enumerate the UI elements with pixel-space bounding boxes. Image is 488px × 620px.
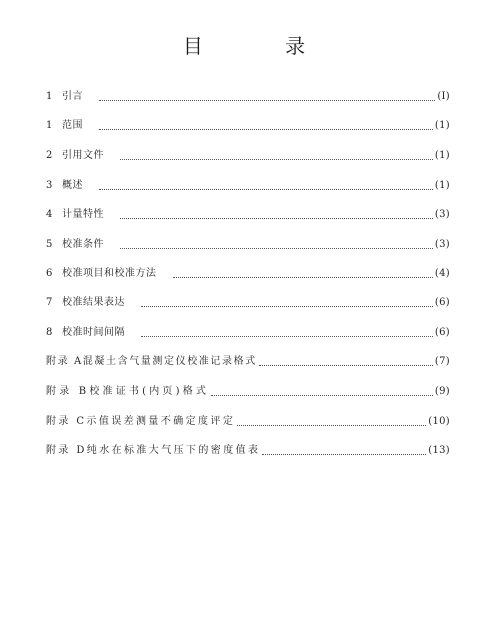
toc-entry[interactable] <box>46 325 450 341</box>
toc-entry-number: 6 <box>46 268 53 279</box>
toc-leader-dots <box>259 365 433 366</box>
toc-entry[interactable] <box>46 118 450 134</box>
toc-entry-title: 校准时间间隔 <box>62 327 125 338</box>
toc-entry-number: 3 <box>46 180 53 191</box>
toc-leader-dots <box>99 129 433 130</box>
page-title: 目 录 <box>182 34 344 58</box>
toc-entry[interactable] <box>46 148 450 164</box>
toc-appendix-page: (13) <box>428 445 450 456</box>
toc-entry-page: (3) <box>434 239 450 250</box>
toc-entry-title: 概述 <box>62 180 83 191</box>
toc-entry-number: 8 <box>46 327 53 338</box>
toc-entry-page: (6) <box>434 327 450 338</box>
toc-entry-page: (4) <box>434 268 450 279</box>
toc-entry-title: 引言 <box>62 91 83 102</box>
toc-appendix-entry[interactable] <box>46 443 450 459</box>
toc-appendix-entry[interactable] <box>46 414 450 430</box>
toc-appendix-page: (9) <box>434 386 450 397</box>
toc-entry-number: 1 <box>46 91 53 102</box>
toc-entry[interactable] <box>46 295 450 311</box>
toc-appendix-entry[interactable] <box>46 384 450 400</box>
toc-leader-dots <box>141 336 433 337</box>
toc-entry[interactable] <box>46 207 450 223</box>
toc-entry-title: 校准项目和校准方法 <box>62 268 157 279</box>
toc-entry-page: (I) <box>437 91 450 102</box>
toc-leader-dots <box>120 159 433 160</box>
toc-entry[interactable] <box>46 266 450 282</box>
toc-entry-number: 7 <box>46 297 53 308</box>
toc-leader-dots <box>141 306 433 307</box>
toc-entry-number: 2 <box>46 150 53 161</box>
toc-appendix-title: 附录 B校准证书(内页)格式 <box>46 386 210 397</box>
toc-entry-page: (6) <box>434 297 450 308</box>
toc-appendix-title: 附录 D纯水在标准大气压下的密度值表 <box>46 445 261 456</box>
toc-entry[interactable] <box>46 237 450 253</box>
toc-entry-title: 校准条件 <box>62 239 104 250</box>
toc-leader-dots <box>211 395 433 396</box>
toc-leader-dots <box>120 248 433 249</box>
toc-appendix-title: 附录 A混凝土含气量测定仪校准记录格式 <box>46 356 257 367</box>
toc-appendix-entry[interactable] <box>46 354 450 370</box>
toc-entry-title: 校准结果表达 <box>62 297 125 308</box>
toc-entry-title: 范围 <box>62 120 83 131</box>
toc-entry-number: 5 <box>46 239 53 250</box>
toc-entry-page: (1) <box>434 180 450 191</box>
toc-leader-dots <box>120 218 433 219</box>
toc-entry[interactable] <box>46 178 450 194</box>
toc-entry-number: 1 <box>46 120 53 131</box>
toc-entry-page: (1) <box>434 150 450 161</box>
toc-entry-title: 引用文件 <box>62 150 104 161</box>
toc-entry-page: (3) <box>434 209 450 220</box>
toc-leader-dots <box>99 189 433 190</box>
toc-appendix-page: (10) <box>428 416 450 427</box>
toc-leader-dots <box>99 100 435 101</box>
toc-appendix-page: (7) <box>434 356 450 367</box>
toc-leader-dots <box>262 454 426 455</box>
toc-entry-title: 计量特性 <box>62 209 104 220</box>
toc-leader-dots <box>237 425 426 426</box>
toc-appendix-title: 附录 C示值误差测量不确定度评定 <box>46 416 236 427</box>
toc-entry[interactable] <box>46 89 450 105</box>
toc-entry-page: (1) <box>434 120 450 131</box>
toc-leader-dots <box>173 277 433 278</box>
toc-entry-number: 4 <box>46 209 53 220</box>
